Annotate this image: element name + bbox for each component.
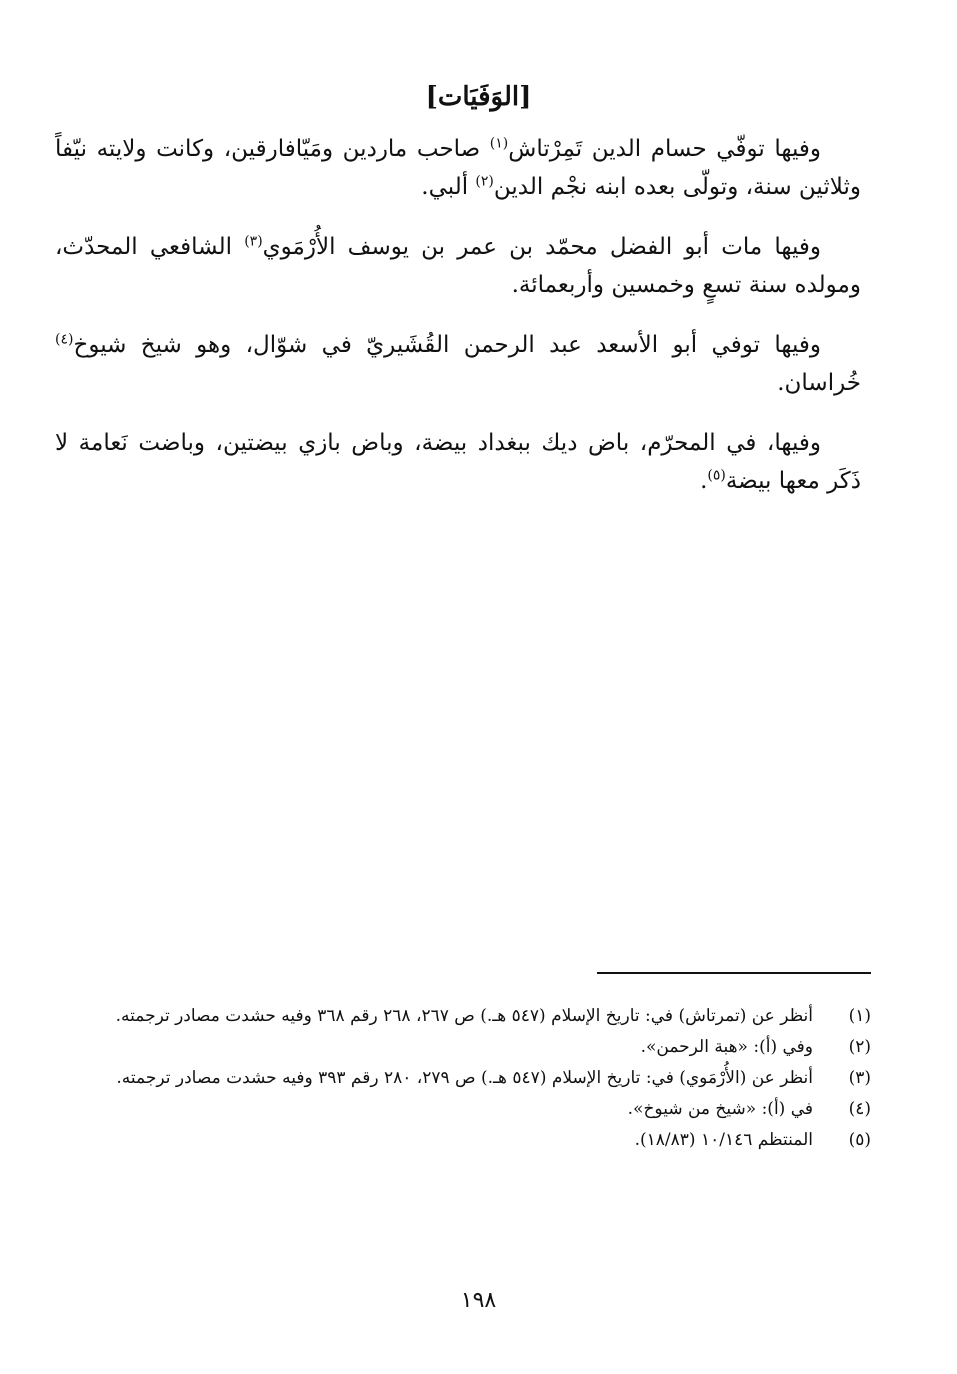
paragraph-text: صاحب ماردين ومَيّافارقين، وكانت ولايته نيّفاً وثلاثين سنة، وتولّى بعده ابنه نجْم الدين [55, 136, 861, 200]
footnote-ref-2: (٢) [475, 173, 494, 190]
paragraph-2 [55, 228, 861, 304]
section-heading: [الوَفَيَات] [425, 82, 532, 112]
paragraph-text: خُراسان. [777, 370, 861, 396]
footnote-ref-4: (٤) [55, 331, 74, 348]
main-text [55, 130, 861, 522]
footnote-5 [60, 1126, 875, 1155]
paragraph-text: وفيها توفي أبو الأسعد عبد الرحمن القُشَيريّ في شوّال، وهو شيخ شيوخ [73, 332, 821, 358]
paragraph-text: . [700, 468, 708, 494]
paragraph-3 [55, 326, 861, 402]
footnote-number: (٤) [848, 1099, 871, 1119]
footnote-number: (٢) [848, 1037, 871, 1057]
paragraph-text: وفيها مات أبو الفضل محمّد بن عمر بن يوسف الأُرْمَوي [262, 234, 821, 260]
paragraph-text: وفيها توفّي حسام الدين تَمِرْتاش [508, 136, 821, 162]
footnote-text: أنظر عن (الأُرْمَوي) في: تاريخ الإسلام (٥٤٧ هـ.) ص ٢٧٩، ٢٨٠ رقم ٣٩٣ وفيه حشدت مصادر ترجمته. [116, 1068, 813, 1088]
footnote-text: المنتظم ١٠/١٤٦ (١٨/٨٣). [634, 1130, 813, 1150]
footnote-text: في (أ): «شيخ من شيوخ». [627, 1099, 813, 1119]
footnote-2 [60, 1033, 875, 1062]
footnote-text: أنظر عن (تمرتاش) في: تاريخ الإسلام (٥٤٧ هـ.) ص ٢٦٧، ٢٦٨ رقم ٣٦٨ وفيه حشدت مصادر ترجمته. [115, 1006, 813, 1026]
paragraph-text: الشافعي المحدّث، ومولده سنة تسعٍ وخمسين وأربعمائة. [55, 234, 861, 298]
page-number: ١٩٨ [460, 1288, 497, 1313]
footnote-number: (٣) [848, 1068, 871, 1088]
footnote-4 [60, 1095, 875, 1124]
footnote-number: (١) [848, 1006, 871, 1026]
footnotes [60, 1002, 875, 1157]
footnote-text: وفي (أ): «هبة الرحمن». [640, 1037, 813, 1057]
footnote-1 [60, 1002, 875, 1031]
footnote-separator [597, 972, 871, 974]
paragraph-4 [55, 424, 861, 500]
paragraph-1 [55, 130, 861, 206]
paragraph-text: ألبي. [421, 174, 476, 200]
footnote-number: (٥) [848, 1130, 871, 1150]
footnote-ref-3: (٣) [244, 233, 263, 250]
footnote-ref-5: (٥) [707, 467, 726, 484]
footnote-ref-1: (١) [489, 135, 509, 152]
paragraph-text: وفيها، في المحرّم، باض ديك ببغداد بيضة، وباض بازي بيضتين، وباضت نَعامة لا ذَكَر معها بيضة [55, 430, 861, 494]
footnote-3 [60, 1064, 875, 1093]
